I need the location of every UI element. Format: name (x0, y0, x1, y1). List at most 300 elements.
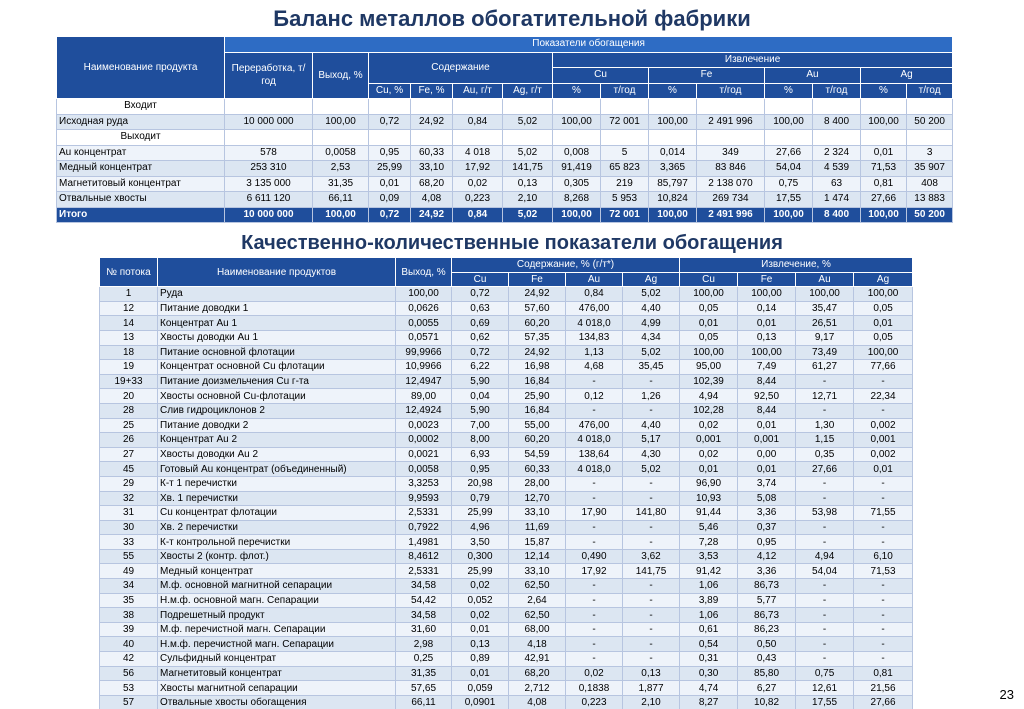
table-cell: 60,20 (509, 316, 566, 331)
table-cell: - (566, 535, 623, 550)
header-extraction: Извлечение (553, 52, 953, 68)
table-cell: 13 883 (907, 192, 953, 208)
total-cell: 8 400 (813, 207, 861, 223)
stream-number: 49 (100, 564, 158, 579)
table-cell: 3,50 (452, 535, 509, 550)
table-cell: 0,05 (680, 301, 738, 316)
table-cell: 22,34 (854, 389, 913, 404)
table-cell: 0,75 (796, 666, 854, 681)
product-name: Концентрат Au 1 (158, 316, 396, 331)
table-cell: 0,13 (738, 330, 796, 345)
table-row (57, 161, 953, 177)
table-cell: 4,68 (566, 360, 623, 375)
table-cell: 42,91 (509, 652, 566, 667)
table-cell: 0,84 (453, 114, 503, 130)
table-row (100, 549, 913, 564)
table-cell: 0,50 (738, 637, 796, 652)
table-row (100, 374, 913, 389)
total-cell: 0,84 (453, 207, 503, 223)
table-cell: 10 000 000 (225, 114, 313, 130)
product-name: Концентрат Au 2 (158, 433, 396, 448)
header-yield: Выход, % (396, 258, 452, 287)
table-cell: - (796, 652, 854, 667)
table-cell: 25,99 (452, 564, 509, 579)
table-cell: 66,11 (396, 695, 452, 709)
header-extraction-col: т/год (813, 83, 861, 99)
product-name: Слив гидроциклонов 2 (158, 403, 396, 418)
table-cell: 50 200 (907, 114, 953, 130)
table-cell: 0,79 (452, 491, 509, 506)
stream-number: 19+33 (100, 374, 158, 389)
table-cell: 3,62 (623, 549, 680, 564)
table-cell: - (854, 652, 913, 667)
table-cell: 1 474 (813, 192, 861, 208)
empty-cell (649, 99, 697, 115)
product-name: Магнетитовый концентрат (57, 176, 225, 192)
table-cell: 33,10 (411, 161, 453, 177)
empty-cell (369, 130, 411, 146)
table-cell: 3,74 (738, 476, 796, 491)
table-row (100, 593, 913, 608)
table-cell: 89,00 (396, 389, 452, 404)
product-name: Подрешетный продукт (158, 608, 396, 623)
table-cell: - (623, 593, 680, 608)
header-content: Содержание (369, 52, 553, 83)
table-cell: 0,001 (854, 433, 913, 448)
table-cell: 0,09 (369, 192, 411, 208)
stream-number: 57 (100, 695, 158, 709)
table-cell: 12,4924 (396, 403, 452, 418)
table-cell: 0,059 (452, 681, 509, 696)
table-cell: 0,01 (861, 145, 907, 161)
table-cell: 100,00 (765, 114, 813, 130)
product-name: К-т 1 перечистки (158, 476, 396, 491)
header-metal: Fe (509, 272, 566, 287)
table-cell: 0,0023 (396, 418, 452, 433)
table-cell: 27,66 (861, 192, 907, 208)
header-metal: Cu (680, 272, 738, 287)
table-cell: 71,53 (854, 564, 913, 579)
stream-number: 53 (100, 681, 158, 696)
table-row (100, 433, 913, 448)
table-cell: 60,33 (509, 462, 566, 477)
table-cell: 0,0571 (396, 330, 452, 345)
stream-number: 31 (100, 506, 158, 521)
table-cell: 269 734 (697, 192, 765, 208)
empty-cell (503, 99, 553, 115)
product-name: Магнетитовый концентрат (158, 666, 396, 681)
table-cell: - (566, 520, 623, 535)
empty-cell (225, 99, 313, 115)
table-cell: 3,89 (680, 593, 738, 608)
empty-cell (907, 130, 953, 146)
table-cell: 0,01 (452, 622, 509, 637)
stream-number: 34 (100, 579, 158, 594)
table-cell: 6 611 120 (225, 192, 313, 208)
empty-cell (411, 130, 453, 146)
table-cell: 68,00 (509, 622, 566, 637)
stream-number: 45 (100, 462, 158, 477)
table-cell: - (854, 637, 913, 652)
table-cell: 141,75 (503, 161, 553, 177)
header-indicators: Показатели обогащения (225, 37, 953, 53)
header-metal: Ag (854, 272, 913, 287)
table-cell: 16,84 (509, 374, 566, 389)
table-cell: 0,01 (452, 666, 509, 681)
table-row (100, 608, 913, 623)
table-cell: 1,13 (566, 345, 623, 360)
total-cell: 0,72 (369, 207, 411, 223)
table-cell: 0,00 (738, 447, 796, 462)
stream-number: 27 (100, 447, 158, 462)
table-cell: 62,50 (509, 608, 566, 623)
table-cell: 2 138 070 (697, 176, 765, 192)
product-name: Питание доводки 1 (158, 301, 396, 316)
table-cell: 12,71 (796, 389, 854, 404)
header-extraction-col: % (861, 83, 907, 99)
table-cell: 5,02 (623, 287, 680, 302)
total-cell: 100,00 (649, 207, 697, 223)
table-cell: 0,7922 (396, 520, 452, 535)
table-row (100, 287, 913, 302)
table-cell: 66,11 (313, 192, 369, 208)
table-cell: 91,42 (680, 564, 738, 579)
empty-cell (225, 130, 313, 146)
empty-cell (553, 130, 601, 146)
table-cell: 27,66 (854, 695, 913, 709)
stream-number: 35 (100, 593, 158, 608)
table-cell: 91,419 (553, 161, 601, 177)
table-cell: 53,98 (796, 506, 854, 521)
table-cell: 33,10 (509, 506, 566, 521)
table-cell: 0,05 (854, 301, 913, 316)
table-row (57, 145, 953, 161)
table-cell: 2,5331 (396, 564, 452, 579)
table-cell: 96,90 (680, 476, 738, 491)
product-name: Руда (158, 287, 396, 302)
table-cell: 4,94 (796, 549, 854, 564)
product-name: Сульфидный концентрат (158, 652, 396, 667)
table-cell: - (566, 652, 623, 667)
table-cell: 138,64 (566, 447, 623, 462)
table-row (100, 301, 913, 316)
header-metal: Au (796, 272, 854, 287)
table-cell: 4 018 (453, 145, 503, 161)
table-cell: 134,83 (566, 330, 623, 345)
table-cell: 0,002 (854, 447, 913, 462)
table-cell: 31,35 (396, 666, 452, 681)
table-cell: 5 953 (601, 192, 649, 208)
table-cell: 2 491 996 (697, 114, 765, 130)
table-cell: 3,365 (649, 161, 697, 177)
table-cell: 0,0002 (396, 433, 452, 448)
table-cell: 54,42 (396, 593, 452, 608)
empty-cell (453, 99, 503, 115)
table-cell: 10,82 (738, 695, 796, 709)
product-name: М.ф. основной магнитной сепарации (158, 579, 396, 594)
product-name: Хвосты доводки Au 2 (158, 447, 396, 462)
table-cell: - (854, 622, 913, 637)
table-row (100, 462, 913, 477)
table-cell: 5,77 (738, 593, 796, 608)
table-row (100, 506, 913, 521)
stream-number: 12 (100, 301, 158, 316)
table-cell: 26,51 (796, 316, 854, 331)
table-cell: 35 907 (907, 161, 953, 177)
table-cell: 0,0055 (396, 316, 452, 331)
table-cell: 5,02 (623, 462, 680, 477)
table-cell: - (854, 520, 913, 535)
table-cell: 33,10 (509, 564, 566, 579)
table-cell: 4,08 (509, 695, 566, 709)
table-cell: 0,62 (452, 330, 509, 345)
header-metal: Cu (452, 272, 509, 287)
table-cell: 0,300 (452, 549, 509, 564)
table-cell: 0,72 (369, 114, 411, 130)
header-metal: Ag (623, 272, 680, 287)
table-cell: 100,00 (796, 287, 854, 302)
table-cell: 25,99 (452, 506, 509, 521)
table-cell: 8,268 (553, 192, 601, 208)
empty-cell (313, 99, 369, 115)
table-cell: 0,35 (796, 447, 854, 462)
table-cell: 0,008 (553, 145, 601, 161)
total-cell: 50 200 (907, 207, 953, 223)
stream-number: 19 (100, 360, 158, 375)
table-cell: 9,9593 (396, 491, 452, 506)
table-cell: 99,9966 (396, 345, 452, 360)
table-cell: 16,84 (509, 403, 566, 418)
table-cell: 4,96 (452, 520, 509, 535)
table-cell: 0,014 (649, 145, 697, 161)
table-cell: 0,01 (680, 462, 738, 477)
product-name: Хвосты магнитной сепарации (158, 681, 396, 696)
table-cell: 3,36 (738, 506, 796, 521)
table-cell: 0,81 (854, 666, 913, 681)
stream-number: 38 (100, 608, 158, 623)
table-cell: - (854, 374, 913, 389)
stream-number: 40 (100, 637, 158, 652)
product-name: Н.м.ф. перечистной магн. Сепарации (158, 637, 396, 652)
table-cell: 0,25 (396, 652, 452, 667)
table-cell: 62,50 (509, 579, 566, 594)
empty-cell (697, 99, 765, 115)
table-cell: 100,00 (680, 287, 738, 302)
table-cell: 8,00 (452, 433, 509, 448)
header-content: Содержание, % (г/т*) (452, 258, 680, 273)
product-name: Готовый Au концентрат (объединенный) (158, 462, 396, 477)
table-cell: 6,93 (452, 447, 509, 462)
header-content-col: Cu, % (369, 83, 411, 99)
header-content-col: Au, г/т (453, 83, 503, 99)
table-cell: 8,4612 (396, 549, 452, 564)
table-cell: 0,95 (738, 535, 796, 550)
table-cell: 4,08 (411, 192, 453, 208)
table-cell: 12,4947 (396, 374, 452, 389)
table-cell: 0,0058 (396, 462, 452, 477)
header-metal: Fe (738, 272, 796, 287)
table-cell: 0,95 (452, 462, 509, 477)
stream-number: 13 (100, 330, 158, 345)
total-cell: 100,00 (861, 207, 907, 223)
table-cell: 0,63 (452, 301, 509, 316)
table-cell: 4,40 (623, 418, 680, 433)
product-name: Исходная руда (57, 114, 225, 130)
empty-cell (765, 130, 813, 146)
table-cell: 4,74 (680, 681, 738, 696)
table-row (100, 345, 913, 360)
empty-cell (697, 130, 765, 146)
table-cell: 3,53 (680, 549, 738, 564)
table-cell: 54,04 (796, 564, 854, 579)
table-cell: 1,15 (796, 433, 854, 448)
header-extraction: Извлечение, % (680, 258, 913, 273)
table-row (100, 360, 913, 375)
table-cell: 0,89 (452, 652, 509, 667)
table-cell: 100,00 (854, 345, 913, 360)
table-cell: 24,92 (411, 114, 453, 130)
table-cell: 100,00 (738, 345, 796, 360)
table-cell: 100,00 (854, 287, 913, 302)
stream-number: 56 (100, 666, 158, 681)
table-cell: 85,80 (738, 666, 796, 681)
product-name: Хв. 2 перечистки (158, 520, 396, 535)
table-cell: 17,92 (566, 564, 623, 579)
table-cell: 0,001 (738, 433, 796, 448)
product-name: Н.м.ф. основной магн. Сепарации (158, 593, 396, 608)
table-cell: 0,490 (566, 549, 623, 564)
table-cell: 85,797 (649, 176, 697, 192)
table-cell: - (566, 476, 623, 491)
section-label: Входит (57, 99, 225, 115)
table-row (57, 192, 953, 208)
table-cell: 15,87 (509, 535, 566, 550)
table-cell: 54,04 (765, 161, 813, 177)
table-cell: 0,02 (680, 418, 738, 433)
table-cell: 8,44 (738, 403, 796, 418)
table-cell: - (796, 491, 854, 506)
table-cell: - (854, 579, 913, 594)
table-row (100, 666, 913, 681)
table-cell: - (566, 622, 623, 637)
table-cell: 1,06 (680, 579, 738, 594)
empty-cell (813, 130, 861, 146)
total-cell: 72 001 (601, 207, 649, 223)
header-yield: Выход, % (313, 52, 369, 99)
table-cell: 349 (697, 145, 765, 161)
header-extraction-col: т/год (697, 83, 765, 99)
table-cell: 71,55 (854, 506, 913, 521)
table-cell: 0,01 (738, 316, 796, 331)
table-cell: 11,69 (509, 520, 566, 535)
table-cell: 95,00 (680, 360, 738, 375)
table-cell: - (623, 652, 680, 667)
stream-number: 42 (100, 652, 158, 667)
header-product: Наименование продукта (57, 37, 225, 99)
table-cell: - (623, 622, 680, 637)
table-cell: 3,3253 (396, 476, 452, 491)
table-cell: 2,712 (509, 681, 566, 696)
table-cell: - (854, 593, 913, 608)
page-number: 23 (999, 687, 1014, 702)
table-cell: - (566, 593, 623, 608)
total-cell: 100,00 (765, 207, 813, 223)
table-row (100, 579, 913, 594)
header-metal: Fe (649, 68, 765, 84)
table-cell: 68,20 (411, 176, 453, 192)
table-cell: 31,60 (396, 622, 452, 637)
table-cell: 8,27 (680, 695, 738, 709)
table-cell: 0,01 (854, 462, 913, 477)
table-cell: 7,28 (680, 535, 738, 550)
table-cell: 57,60 (509, 301, 566, 316)
table-cell: 16,98 (509, 360, 566, 375)
table-cell: - (796, 608, 854, 623)
table-row (100, 564, 913, 579)
table-cell: 141,75 (623, 564, 680, 579)
table-cell: 25,90 (509, 389, 566, 404)
table-cell: 1,4981 (396, 535, 452, 550)
table-cell: - (623, 579, 680, 594)
title-enrichment-indicators: Качественно-количественные показатели обогащения (241, 232, 783, 254)
table-cell: - (854, 491, 913, 506)
table-cell: 0,01 (680, 316, 738, 331)
table-cell: 0,01 (738, 462, 796, 477)
table-cell: 2,53 (313, 161, 369, 177)
table-cell: 5,02 (503, 114, 553, 130)
table-row (100, 418, 913, 433)
product-name: Хв. 1 перечистки (158, 491, 396, 506)
table-cell: - (623, 637, 680, 652)
table-cell: 0,0901 (452, 695, 509, 709)
table-cell: 141,80 (623, 506, 680, 521)
product-name: Питание основной флотации (158, 345, 396, 360)
table-cell: 0,12 (566, 389, 623, 404)
table-cell: - (623, 535, 680, 550)
table-cell: 0,02 (452, 579, 509, 594)
table-cell: 4,12 (738, 549, 796, 564)
table-row (100, 637, 913, 652)
table-row (100, 389, 913, 404)
table-cell: - (854, 535, 913, 550)
table-cell: 0,13 (623, 666, 680, 681)
table-cell: 1,06 (680, 608, 738, 623)
table-cell: 102,39 (680, 374, 738, 389)
table-cell: 3 (907, 145, 953, 161)
stream-number: 28 (100, 403, 158, 418)
table-cell: 34,58 (396, 579, 452, 594)
table-cell: 12,70 (509, 491, 566, 506)
table-cell: 5,46 (680, 520, 738, 535)
table-cell: 100,00 (396, 287, 452, 302)
table-cell: 0,01 (369, 176, 411, 192)
table-cell: 4,30 (623, 447, 680, 462)
table-cell: 2,64 (509, 593, 566, 608)
table-cell: 0,43 (738, 652, 796, 667)
table-row (100, 535, 913, 550)
table-cell: - (623, 491, 680, 506)
table-cell: - (854, 403, 913, 418)
table-cell: - (796, 374, 854, 389)
table-cell: 17,90 (566, 506, 623, 521)
product-name: Au концентрат (57, 145, 225, 161)
stream-number: 39 (100, 622, 158, 637)
table-cell: 5,08 (738, 491, 796, 506)
section-row (57, 130, 953, 146)
table-cell: - (796, 637, 854, 652)
table-cell: 10,9966 (396, 360, 452, 375)
table-cell: 91,44 (680, 506, 738, 521)
